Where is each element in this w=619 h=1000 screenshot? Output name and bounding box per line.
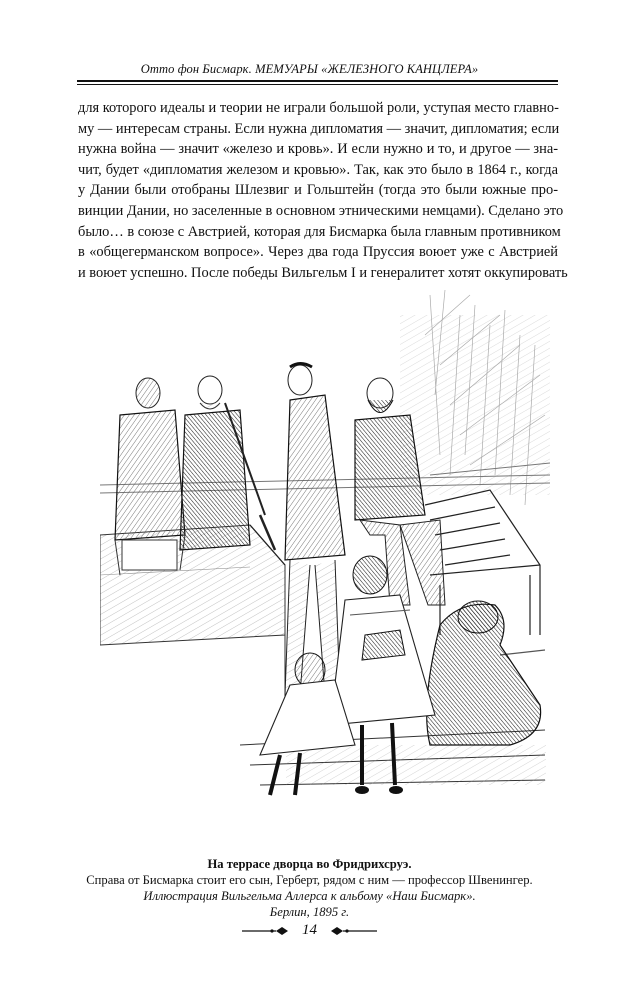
- ornament-left-icon: [242, 926, 288, 936]
- caption-place-date: Берлин, 1895 г.: [269, 905, 350, 919]
- caption-credit: Иллюстрация Вильгельма Аллерса к альбому «Наш Бисмарк».: [143, 889, 476, 903]
- caption-title: На террасе дворца во Фридрихсруэ.: [207, 857, 412, 871]
- body-line: винции Дании, но заселенные в основном этническими немцами). Сделано это: [78, 202, 564, 219]
- caption-line: Справа от Бисмарка стоит его сын, Герберт, рядом с ним — профессор Швенингер.: [86, 873, 533, 887]
- page-number: 14: [302, 922, 317, 938]
- body-line: в «общегерманском вопросе». Через два года Пруссия воюет уже с Австрией: [78, 244, 558, 261]
- terrace-illustration: [100, 275, 550, 830]
- body-line: и воюет успешно. После победы Вильгельм I и генералитет хотят оккупировать: [78, 264, 568, 281]
- man-back-view: [115, 378, 185, 575]
- page-number-footer: [0, 922, 619, 939]
- body-line: у Дании были отобраны Шлезвиг и Гольштейн (тогда это были южные про-: [78, 182, 558, 199]
- body-line: нужна война — значит «железо и кровь». И если нужно и то, и другое — зна-: [78, 141, 558, 158]
- running-head: Отто фон Бисмарк. МЕМУАРЫ «ЖЕЛЕЗНОГО КАНЦЛЕРА»: [140, 62, 479, 76]
- dog-figure: [427, 601, 541, 745]
- ornament-right-icon: [331, 926, 377, 936]
- header-rule-thin: [77, 84, 558, 85]
- bismarck-figure: [180, 376, 275, 550]
- header-rule: [77, 80, 558, 82]
- body-line: для которого идеалы и теории не играли большой роли, уступая место главно-: [78, 100, 559, 116]
- herbert-figure: [285, 364, 345, 696]
- body-line: было… в союзе с Австрией, которая для Бисмарка была главным противником: [78, 223, 561, 240]
- body-paragraph: [78, 98, 568, 283]
- figure-caption: [0, 856, 619, 920]
- body-line: чит, будет «дипломатия железом и кровью». Так, как это было в 1864 г., когда: [78, 161, 558, 178]
- background-trees: [400, 290, 550, 505]
- body-line: му — интересам страны. Если нужна дипломатия — значит, дипломатия; если: [78, 120, 560, 137]
